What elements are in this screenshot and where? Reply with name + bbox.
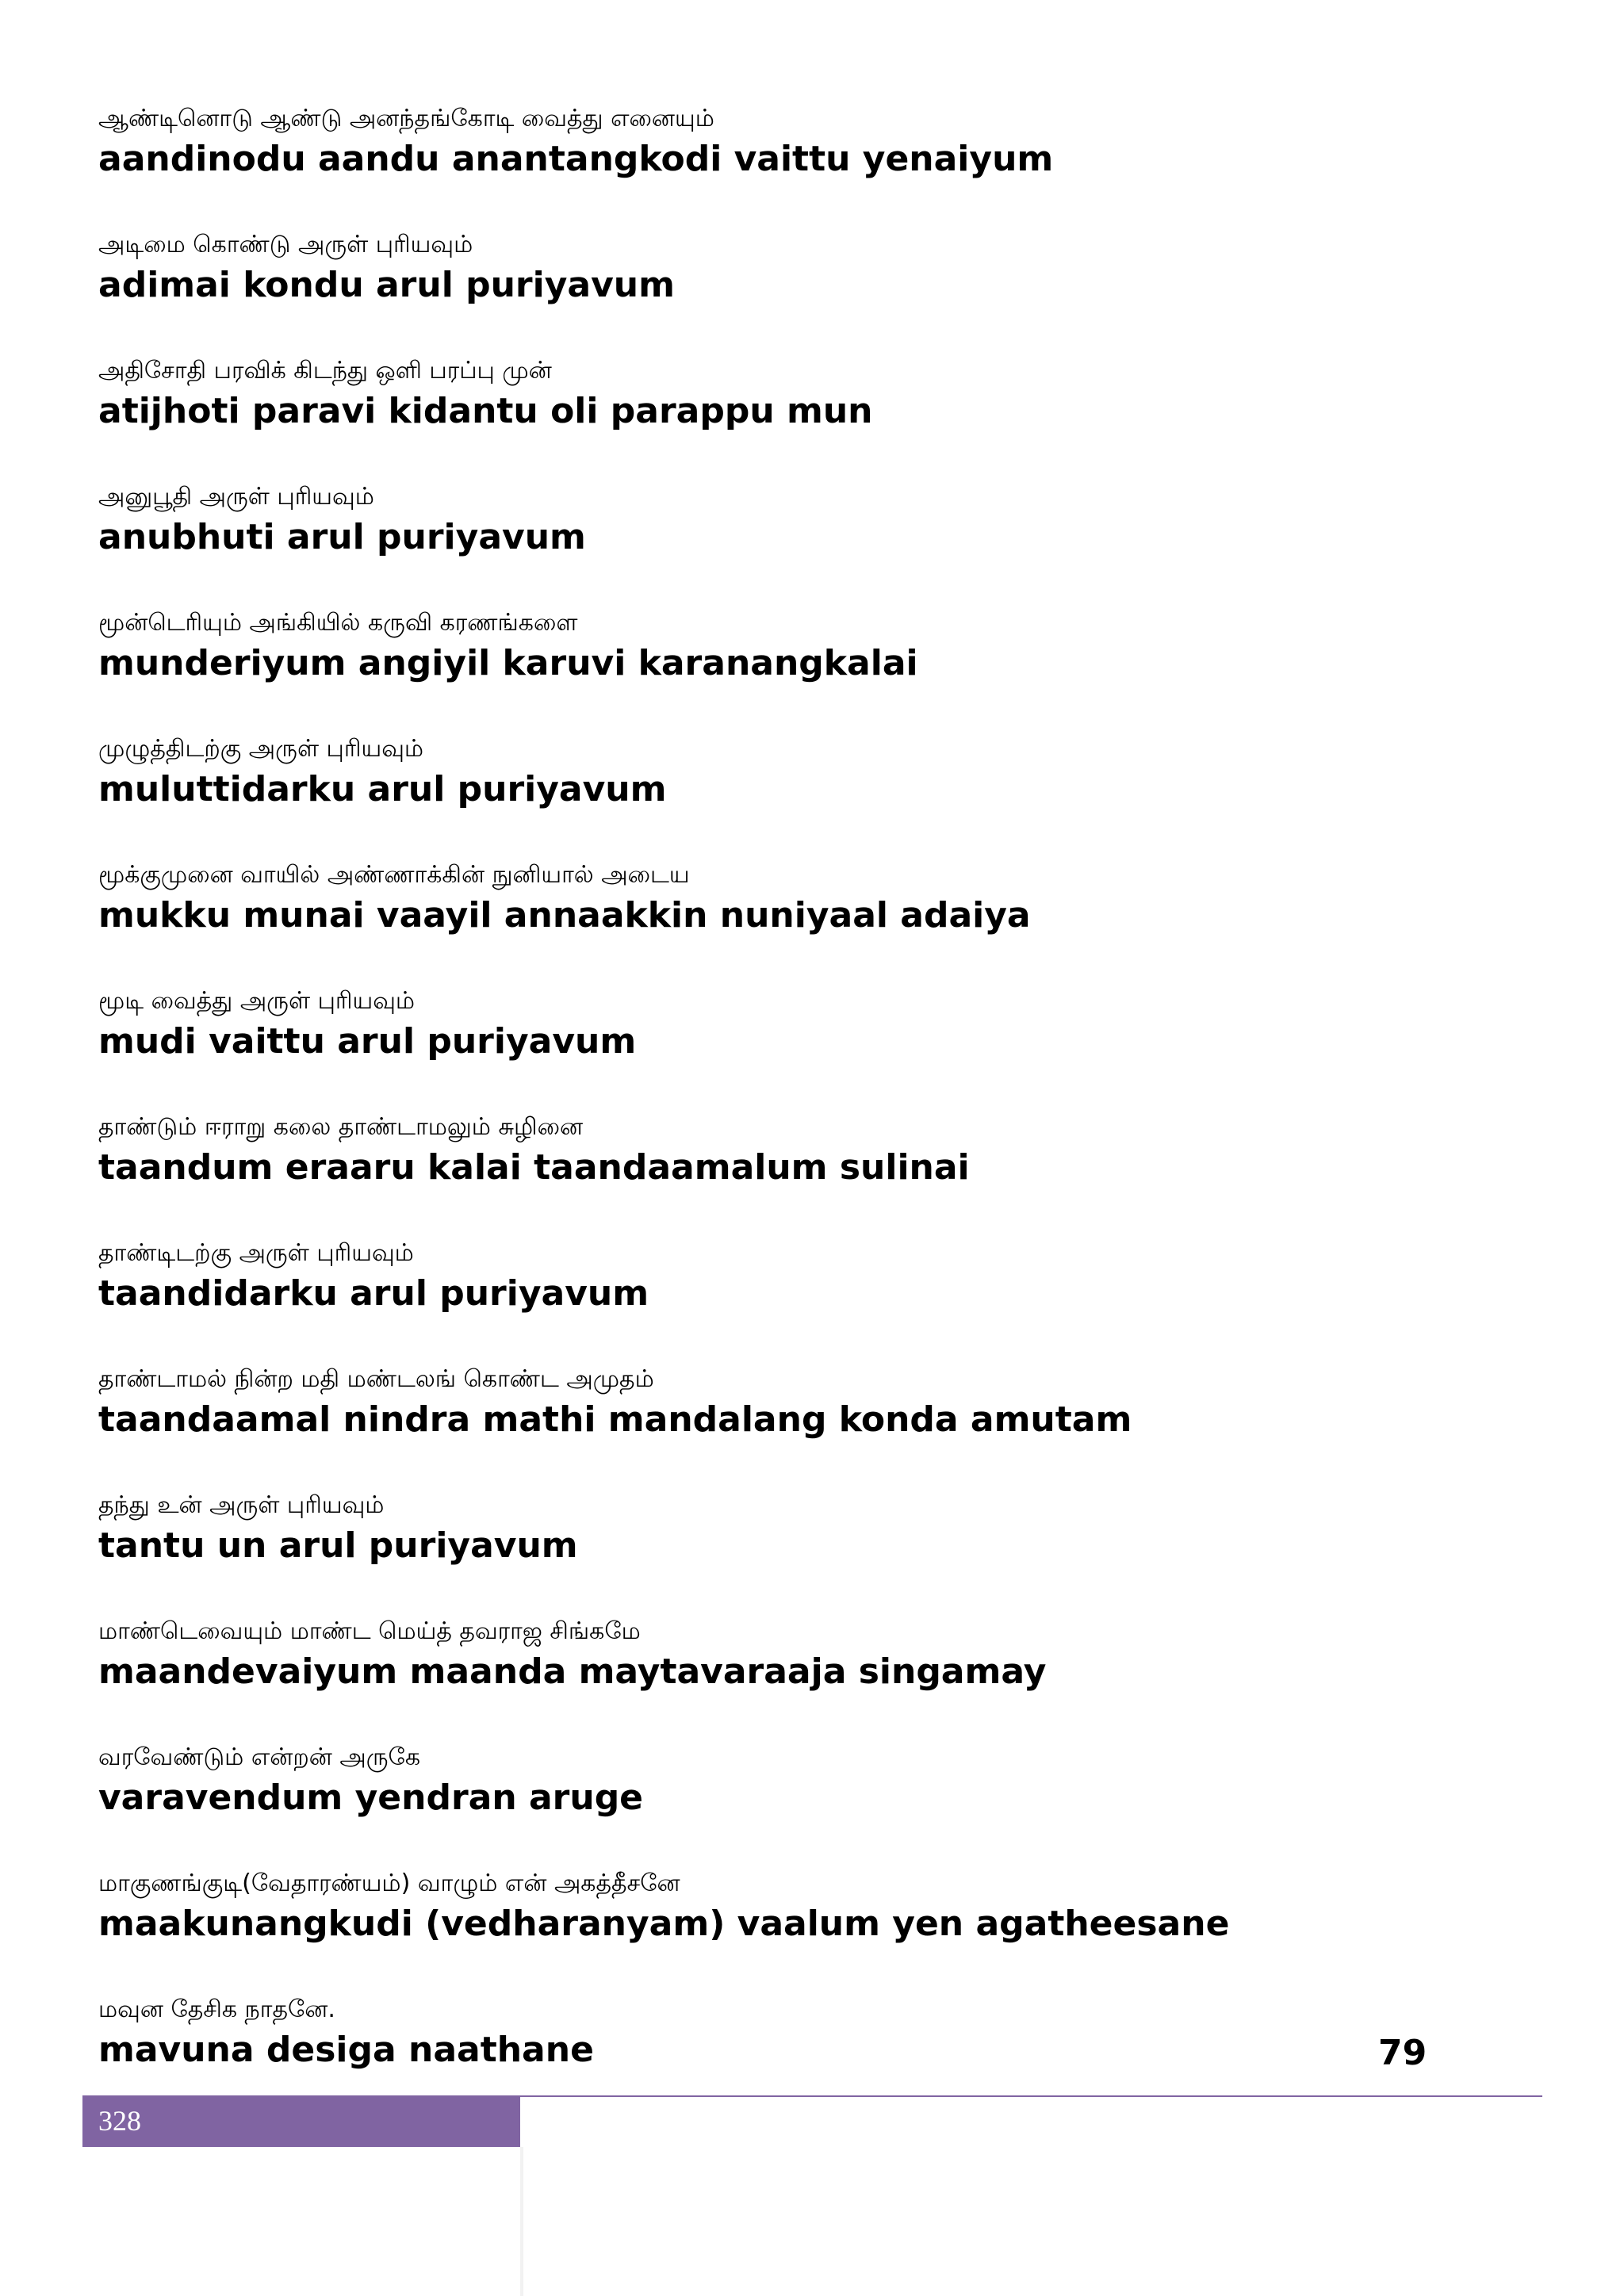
verse-list: [98, 103, 1446, 2120]
transliteration-line: adimai kondu arul puriyavum: [98, 265, 675, 305]
page-number-tab: [82, 2095, 520, 2147]
tamil-line: ஆண்டினொடு ஆண்டு அனந்தங்கோடி வைத்து எனையும்: [98, 105, 714, 132]
couplet: [98, 733, 1446, 859]
tamil-line: மூன்டெரியும் அங்கியில் கருவி கரணங்களை: [98, 609, 578, 637]
transliteration-line: aandinodu aandu anantangkodi vaittu yenaiyum: [98, 139, 1054, 179]
tamil-line: மூக்குமுனை வாயில் அண்ணாக்கின் நுனியால் அடைய: [98, 861, 690, 889]
couplet: [98, 859, 1446, 985]
verse-number: 79: [1378, 2033, 1427, 2073]
transliteration-line: mudi vaittu arul puriyavum: [98, 1021, 637, 1062]
page-number: 328: [98, 2105, 141, 2137]
tamil-line: தாண்டிடற்கு அருள் புரியவும்: [98, 1239, 414, 1267]
couplet: [98, 355, 1446, 481]
couplet: [98, 1112, 1446, 1238]
couplet: [98, 1742, 1446, 1868]
tamil-line: முழுத்திடற்கு அருள் புரியவும்: [98, 735, 424, 763]
transliteration-line: maandevaiyum maanda maytavaraaja singamay: [98, 1651, 1047, 1692]
transliteration-line: tantu un arul puriyavum: [98, 1525, 578, 1566]
couplet: [98, 1868, 1446, 1994]
couplet: [98, 229, 1446, 355]
transliteration-line: maakunangkudi (vedharanyam) vaalum yen agatheesane: [98, 1904, 1230, 1944]
tamil-line: மாகுணங்குடி(வேதாரண்யம்) வாழும் என் அகத்தீசனே: [98, 1869, 680, 1897]
transliteration-line: taandaamal nindra mathi mandalang konda amutam: [98, 1399, 1132, 1440]
couplet: [98, 607, 1446, 733]
couplet: [98, 103, 1446, 229]
couplet: [98, 985, 1446, 1112]
tamil-line: மவுன தேசிக நாதனே.: [98, 1996, 335, 2023]
tamil-line: மூடி வைத்து அருள் புரியவும்: [98, 987, 416, 1015]
couplet: [98, 1364, 1446, 1490]
tamil-line: தாண்டும் ஈராறு கலை தாண்டாமலும் சுழினை: [98, 1113, 584, 1141]
transliteration-line: anubhuti arul puriyavum: [98, 517, 586, 557]
tamil-line: அதிசோதி பரவிக் கிடந்து ஒளி பரப்பு முன்: [98, 357, 552, 385]
transliteration-line: varavendum yendran aruge: [98, 1777, 644, 1818]
page-divider: [520, 2147, 523, 2296]
transliteration-line: munderiyum angiyil karuvi karanangkalai: [98, 643, 918, 683]
couplet: [98, 1616, 1446, 1742]
couplet: [98, 481, 1446, 607]
tamil-line: அனுபூதி அருள் புரியவும்: [98, 483, 374, 511]
transliteration-line: taandidarku arul puriyavum: [98, 1273, 649, 1314]
transliteration-line: taandum eraaru kalai taandaamalum sulinai: [98, 1147, 970, 1188]
transliteration-line: muluttidarku arul puriyavum: [98, 769, 667, 809]
tamil-line: தந்து உன் அருள் புரியவும்: [98, 1491, 385, 1519]
couplet: [98, 1490, 1446, 1616]
couplet: [98, 1238, 1446, 1364]
tamil-line: அடிமை கொண்டு அருள் புரியவும்: [98, 231, 473, 258]
transliteration-line: mukku munai vaayil annaakkin nuniyaal adaiya: [98, 895, 1031, 936]
transliteration-line: mavuna desiga naathane: [98, 2030, 594, 2070]
footer-rule: [519, 2095, 1542, 2097]
transliteration-line: atijhoti paravi kidantu oli parappu mun: [98, 391, 873, 431]
tamil-line: மாண்டெவையும் மாண்ட மெய்த் தவராஜ சிங்கமே: [98, 1617, 641, 1645]
tamil-line: வரவேண்டும் என்றன் அருகே: [98, 1743, 421, 1771]
tamil-line: தாண்டாமல் நின்ற மதி மண்டலங் கொண்ட அமுதம்: [98, 1365, 654, 1393]
